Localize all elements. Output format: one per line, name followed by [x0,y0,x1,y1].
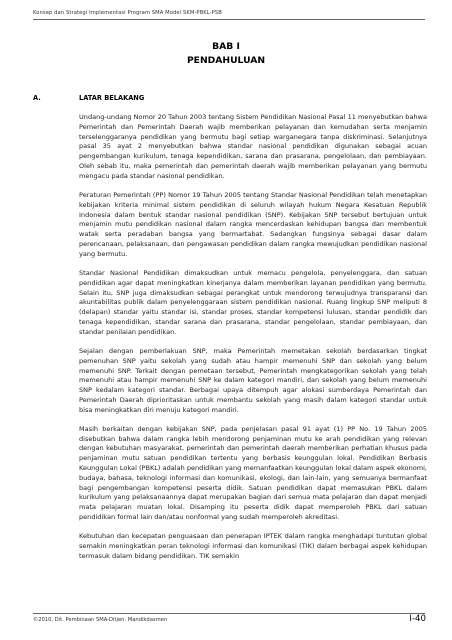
footer-divider [33,613,425,614]
header-divider [33,19,425,20]
section-letter: A. [33,94,41,102]
chapter-number: BAB I [212,41,240,52]
chapter-title: PENDAHULUAN [186,55,266,66]
running-header: Konsep dan Strategi Implementasi Program SMA Model SKM-PBKL-PSB [33,10,222,16]
page-number: I-40 [409,614,426,624]
section-title: LATAR BELAKANG [79,94,145,102]
paragraph: Standar Nasional Pendidikan dimaksudkan untuk memacu pengelola, penyelenggara, dan satuan pendidikan agar dapat meningkatkan kinerjanya dalam memberikan layanan pendidikan yang bermutu. Selain itu, SNP juga dimaksudkan sebagai perangkat untuk mendorong terwujudnya transparansi dan akuntabilitas publik dalam penyelenggaraan sistem pendidikan nasional. Ruang lingkup SNP meliputi 8 (delapan) standar yaitu standar isi, standar proses, standar kompetensi lulusan, standar pendidik dan tenaga kependidikan, standar sarana dan prasarana, standar pengelolaan, standar pembiayaan, dan standar penilaian pendidikan. [79,268,427,336]
paragraph: Undang-undang Nomor 20 Tahun 2003 tentang Sistem Pendidikan Nasional Pasal 11 menyebutkan bahwa Pemerintah dan Pemerintah Daerah wajib memberikan pelayanan dan kemudahan serta menjamin terselenggaranya pendidikan yang bermutu bagi setiap warganegara tanpa diskriminasi. Selanjutnya pasal 35 ayat 2 menyebutkan bahwa standar nasional pendidikan digunakan sebagai acuan pengembangan kurikulum, tenaga kependidikan, sarana dan prasarana, pengelolaan, dan pembiayaan. Oleh sebab itu, maka pemerintah dan pemerintah daerah wajib memberikan pelayanan yang bermutu mengacu pada standar nasional pendidikan. [79,113,427,180]
paragraph: Kebutuhan dan kecepatan penguasaan dan penerapan IPTEK dalam rangka menghadapi tuntutan global semakin meningkatkan peran teknologi informasi dan komunikasi (TIK) dalam berbagai aspek kehidupan termasuk dalam bidang pendidikan. TIK semakin [79,532,427,560]
paragraph: Masih berkaitan dengan kebijakan SNP, pada penjelasan pasal 91 ayat (1) PP No. 19 Tahun 2005 disebutkan bahwa dalam rangka lebih mendorong penjaminan mutu ke arah pendidikan yang relevan dengan kebutuhan masyarakat, pemerintah dan pemerintah daerah memberikan perhatian khusus pada penjaminan mutu satuan pendidikan tertentu yang berbasis keunggulan lokal. Pendidikan Berbasis Keunggulan Lokal (PBKL) adalah pendidikan yang memanfaatkan keunggulan lokal dalam aspek ekonomi, budaya, bahasa, teknologi informasi dan komunikasi, ekologi, dan lain-lain, yang semuanya bermanfaat bagi pengembangan kompetensi peserta didik. Satuan pendidikan dapat memasukan PBKL dalam kurikulum yang pelaksanaannya dapat merupakan bagian dari semua mata pelajaran dan dapat menjadi mata pelajaran muatan lokal. Disamping itu peserta didik dapat memperoleh PBKL dari satuan pendidikan formal lain dan/atau nonformal yang sudah memperoleh akreditasi. [79,424,427,522]
paragraph: Peraturan Pemerintah (PP) Nomor 19 Tahun 2005 tentang Standar Nasional Pendidikan telah menetapkan kebijakan kriteria minimal sistem pendidikan di seluruh wilayah hukum Negara Kesatuan Republik Indonesia dalam bentuk standar nasional pendidikan (SNP). Kebijakan SNP tersebut bertujuan untuk menjamin mutu pendidikan nasional dalam rangka mencerdaskan kehidupan bangsa dan membentuk watak serta peradaban bangsa yang bermartabat. Sedangkan fungsinya sebagai dasar dalam perencanaan, pelaksanaan, dan pengawasan pendidikan dalam rangka mewujudkan pendidikan nasional yang bermutu. [79,190,427,258]
paragraph: Sejalan dengan pemberlakuan SNP, maka Pemerintah memetakan sekolah berdasarkan tingkat pemenuhan SNP yaitu sekolah yang sudah atau hampir memenuhi SNP dan sekolah yang belum memenuhi SNP. Terkait dengan pemetaan tersebut, Pemerintah mengkategorikan sekolah yang telah memenuhi atau hampir memenuhi SNP ke dalam kategori mandiri, dan sekolah yang belum memenuhi SNP kedalam kategori standar. Berbagai upaya ditempuh agar alokasi sumberdaya Pemerintah dan Pemerintah Daerah diprioritaskan untuk membantu sekolah yang masih dalam kategori standar untuk bisa meningkatkan diri menuju kategori mandiri. [79,346,427,414]
body-text [79,113,427,571]
footer-copyright: ©2010, Dit. Pembinaan SMA-Ditjen. Mandikdasmen [33,617,168,623]
